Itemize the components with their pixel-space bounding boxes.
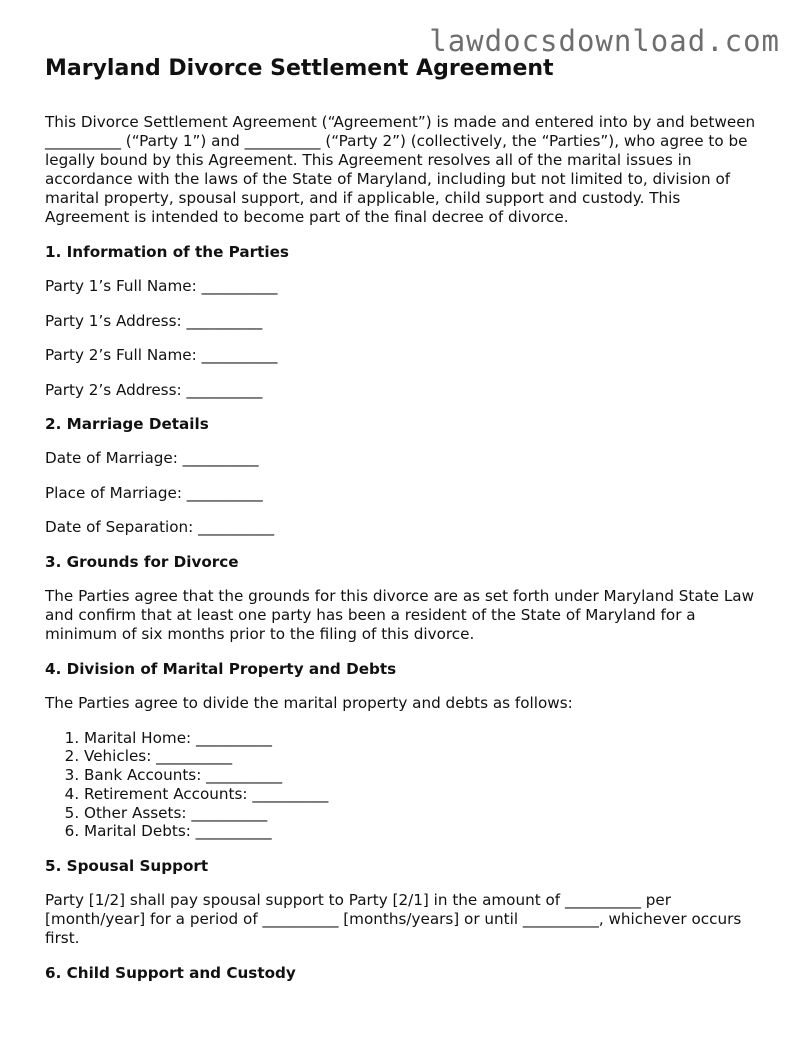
party1-address-field: Party 1’s Address: __________ [45, 311, 263, 330]
document-page [45, 54, 765, 998]
section-heading-property: 4. Division of Marital Property and Debts [45, 659, 397, 678]
property-intro-paragraph: The Parties agree to divide the marital property and debts as follows: [45, 693, 573, 712]
property-list [45, 729, 765, 842]
list-item-bank-accounts: 3. Bank Accounts: __________ [84, 766, 765, 785]
list-item-marital-home: 1. Marital Home: __________ [84, 729, 765, 748]
list-item-marital-debts: 6. Marital Debts: __________ [84, 822, 765, 841]
list-item-vehicles: 2. Vehicles: __________ [84, 747, 765, 766]
party1-name-field: Party 1’s Full Name: __________ [45, 277, 278, 295]
date-of-separation-field: Date of Separation: __________ [45, 518, 275, 536]
spousal-support-paragraph: Party [1/2] shall pay spousal support to Party [2/1] in the amount of __________ per [month/year] for a period of __________ [months/years] or until __________, whichever occurs first. [45, 891, 742, 948]
intro-paragraph: This Divorce Settlement Agreement (“Agreement”) is made and entered into by and between __________ (“Party 1”) and __________ (“Party 2”) (collectively, the “Parties”), who agree to be legally bound by this Agreement. This Agreement resolves all of the marital issues in accordance with the laws of the State of Maryland, including but not limited to, division of marital property, spousal support, and if applicable, child support and custody. This Agreement is intended to become part of the final decree of divorce. [45, 113, 756, 226]
section-heading-spousal-support: 5. Spousal Support [45, 857, 209, 876]
section-heading-grounds: 3. Grounds for Divorce [45, 552, 239, 571]
list-item-retirement-accounts: 4. Retirement Accounts: __________ [84, 785, 765, 804]
party2-name-field: Party 2’s Full Name: __________ [45, 346, 278, 364]
place-of-marriage-field: Place of Marriage: __________ [45, 483, 263, 502]
section-heading-child-support: 6. Child Support and Custody [45, 964, 296, 983]
section-heading-parties: 1. Information of the Parties [45, 243, 289, 261]
party2-address-field: Party 2’s Address: __________ [45, 380, 263, 399]
date-of-marriage-field: Date of Marriage: __________ [45, 449, 259, 467]
site-watermark: lawdocsdownload.com [429, 24, 780, 58]
grounds-paragraph: The Parties agree that the grounds for this divorce are as set forth under Maryland State Law and confirm that at least one party has been a resident of the State of Maryland for a minimum of six months prior to the filing of this divorce. [45, 586, 755, 643]
list-item-other-assets: 5. Other Assets: __________ [84, 804, 765, 823]
section-heading-marriage: 2. Marriage Details [45, 415, 209, 433]
document-title: Maryland Divorce Settlement Agreement [45, 56, 554, 81]
